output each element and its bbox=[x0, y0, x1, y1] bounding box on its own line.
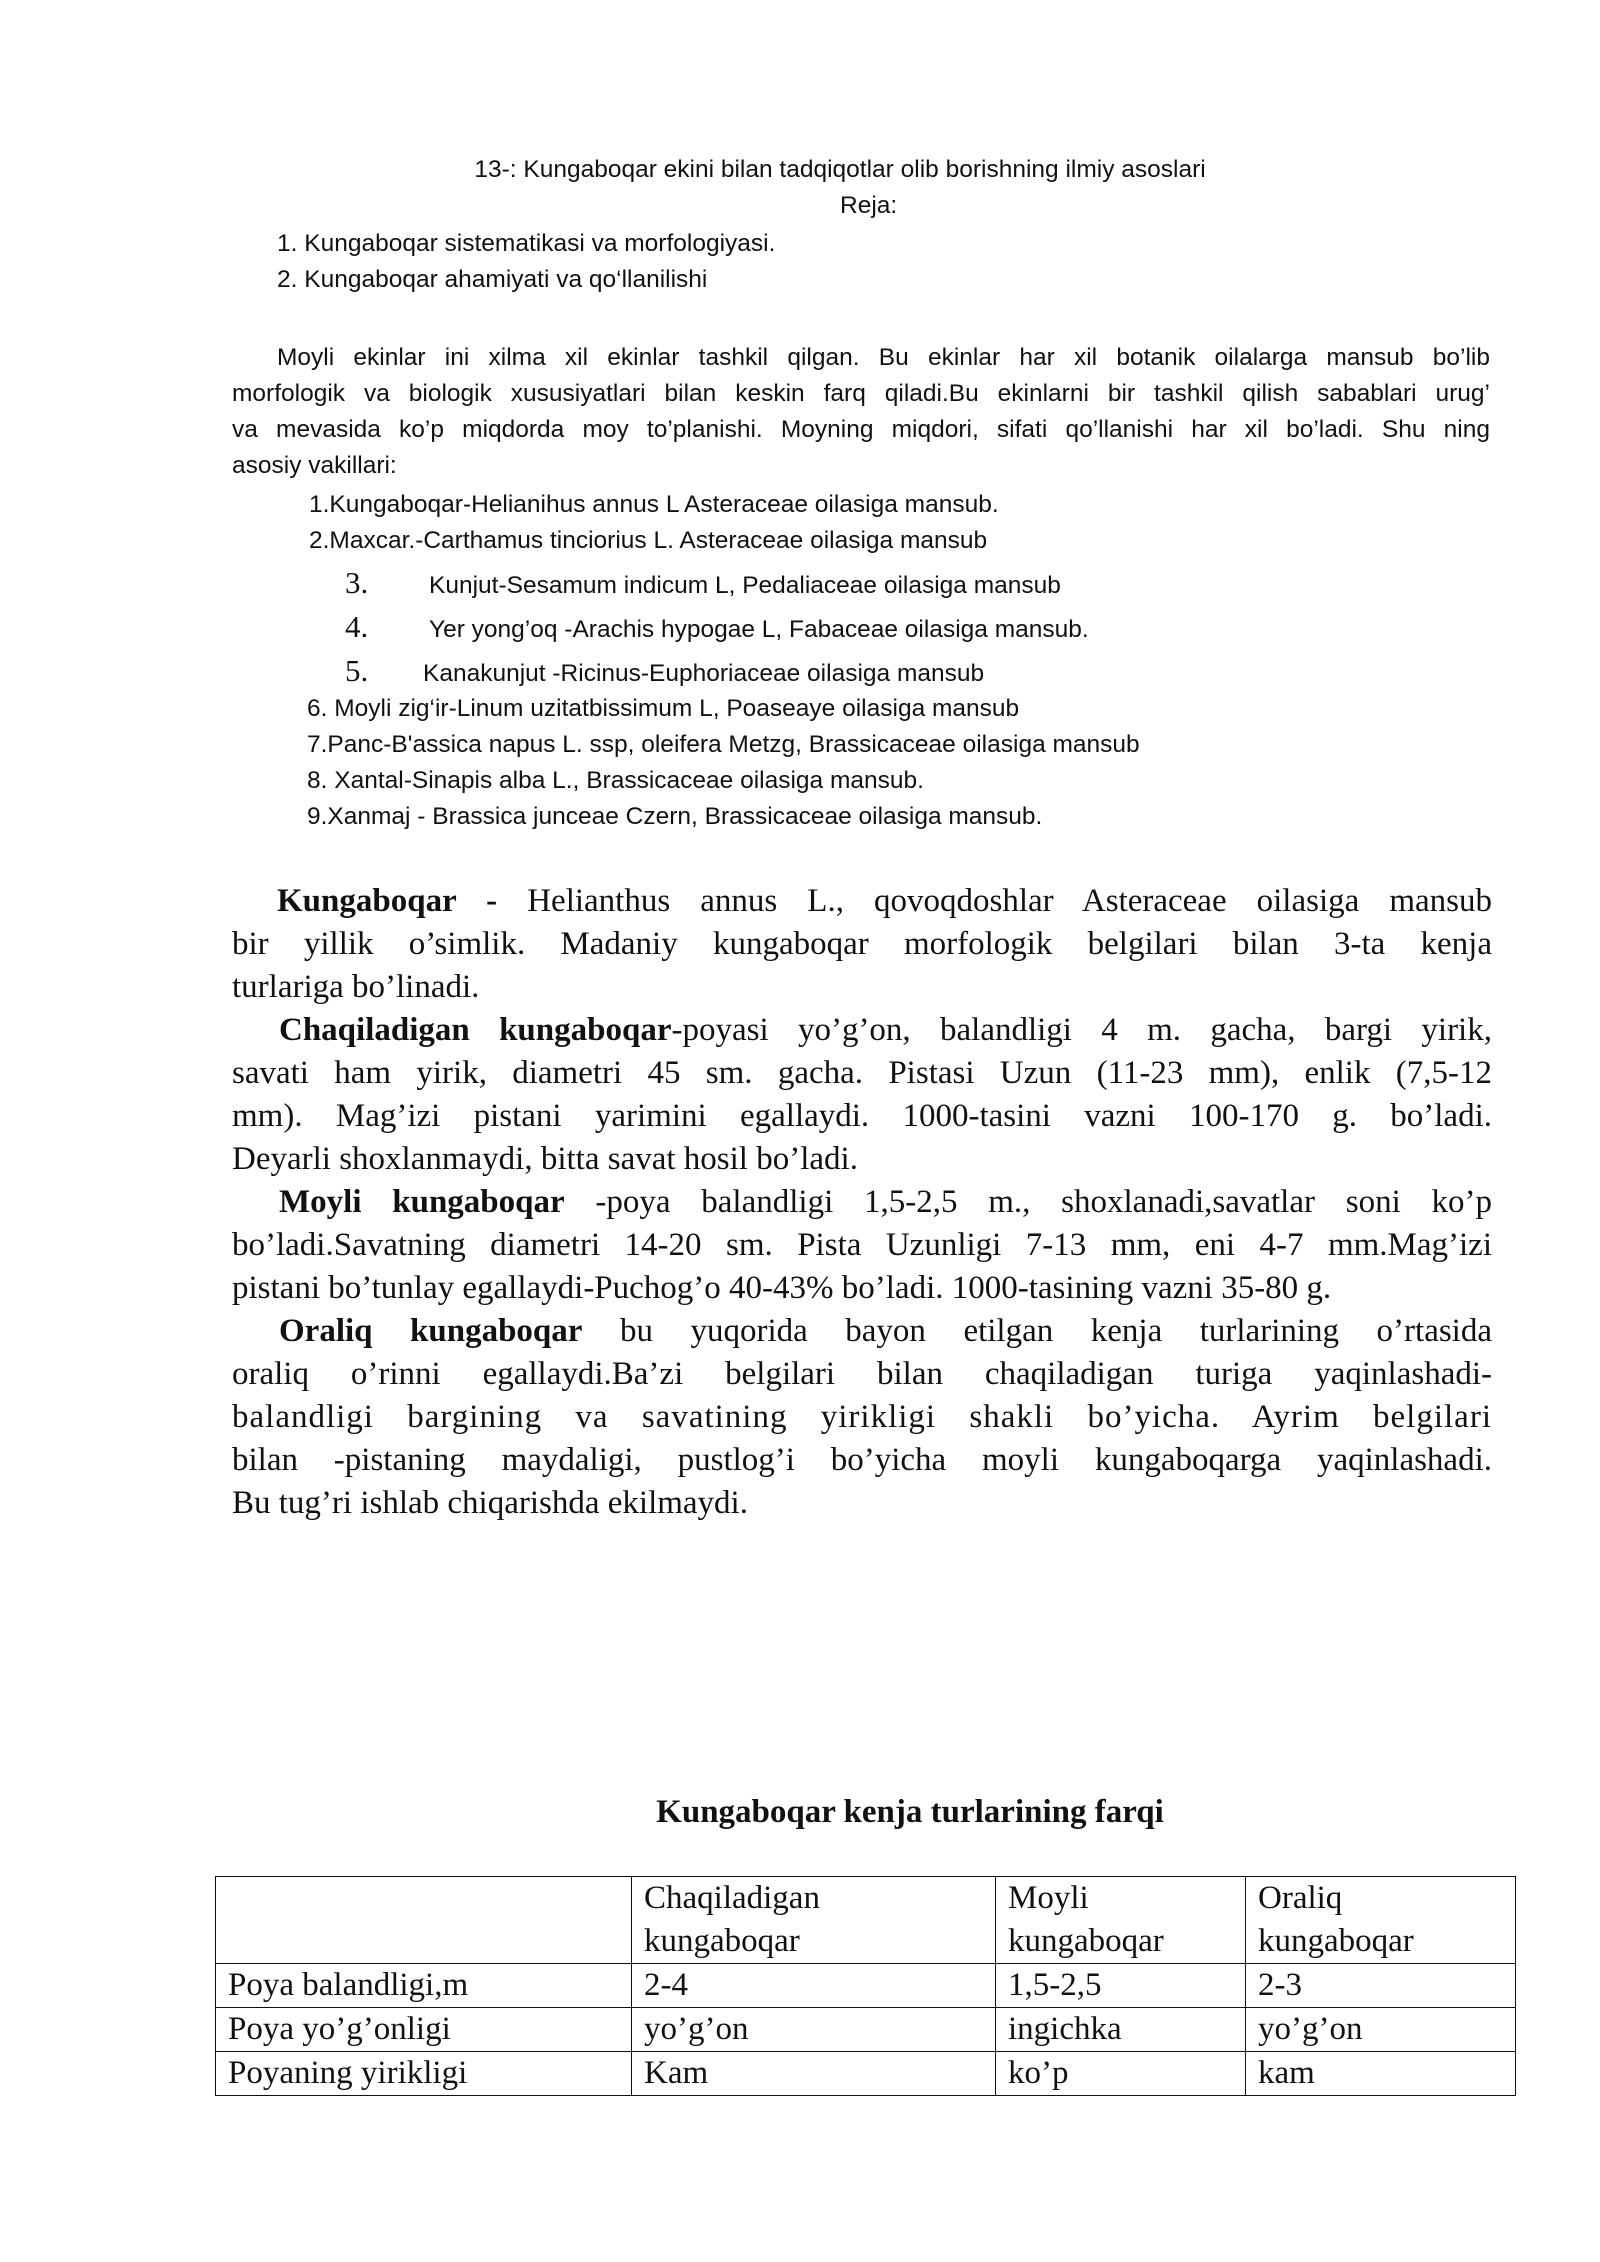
intro-paragraph bbox=[232, 340, 1490, 484]
list-item-number: 3. bbox=[345, 565, 369, 600]
table-cell: Kam bbox=[632, 2052, 996, 2096]
plan-item: 2. Kungaboqar ahamiyati va qo‘llanilishi bbox=[277, 266, 708, 293]
table-cell: ingichka bbox=[996, 2008, 1246, 2052]
list-item-text: 8. Xantal-Sinapis alba L., Brassicaceae oilasiga mansub. bbox=[307, 767, 924, 794]
table-row bbox=[216, 2008, 1516, 2052]
table-header-cell: Chaqiladigan kungaboqar bbox=[632, 1877, 996, 1964]
list-item bbox=[307, 691, 1019, 727]
paragraph-line: pistani bo’tunlay egallaydi-Puchog’o 40-43% bo’ladi. 1000-tasining vazni 35-80 g. bbox=[232, 1270, 1332, 1306]
table-cell: Poya balandligi,m bbox=[216, 1964, 632, 2008]
table-header-cell bbox=[216, 1877, 632, 1964]
paragraph-line: turlariga bo’linadi. bbox=[232, 969, 480, 1005]
list-item-text: 2.Maxcar.-Carthamus tinciorius L. Asteraceae oilasiga mansub bbox=[309, 527, 988, 554]
table-row bbox=[216, 2052, 1516, 2096]
list-item bbox=[345, 609, 1089, 648]
list-item-text: Yer yong’oq -Arachis hypogae L, Fabaceae oilasiga mansub. bbox=[429, 616, 1089, 643]
list-item-text: 6. Moyli zig‘ir-Linum uzitatbissimum L, Poaseaye oilasiga mansub bbox=[307, 695, 1020, 722]
list-item-text: 1.Kungaboqar-Helianihus annus L Asteraceae oilasiga mansub. bbox=[309, 491, 999, 518]
list-item bbox=[307, 763, 924, 799]
paragraph-line: bilan -pistaning maydaligi, pustlog’i bo’yicha moyli kungaboqarga yaqinlashadi. bbox=[232, 1442, 1492, 1478]
list-item bbox=[307, 799, 1042, 835]
table-cell: Poyaning yirikligi bbox=[216, 2052, 632, 2096]
paragraph-kungaboqar bbox=[232, 880, 1492, 1009]
paragraph-line: bir yillik o’simlik. Madaniy kungaboqar morfologik belgilari bilan 3-ta kenja bbox=[232, 926, 1492, 962]
paragraph-line: Moyli kungaboqar -poya balandligi 1,5-2,5 m., shoxlanadi,savatlar soni ko’p bbox=[279, 1184, 1492, 1220]
term-heading: Kungaboqar - bbox=[277, 883, 498, 919]
paragraph-oraliq bbox=[232, 1310, 1492, 1525]
table-header-cell: Moyli kungaboqar bbox=[996, 1877, 1246, 1964]
table-cell: 2-4 bbox=[632, 1964, 996, 2008]
list-item-text: Kunjut-Sesamum indicum L, Pedaliaceae oilasiga mansub bbox=[429, 572, 1061, 599]
table-cell: yo’g’on bbox=[1246, 2008, 1516, 2052]
paragraph-line: Kungaboqar - Helianthus annus L., qovoqdoshlar Asteraceae oilasiga mansub bbox=[277, 883, 1492, 919]
list-item bbox=[345, 653, 984, 692]
term-heading: Oraliq kungaboqar bbox=[279, 1313, 583, 1349]
paragraph-line: mm). Mag’izi pistani yarimini egallaydi. 1000-tasini vazni 100-170 g. bo’ladi. bbox=[232, 1098, 1492, 1134]
list-item bbox=[309, 487, 999, 523]
table-cell: 1,5-2,5 bbox=[996, 1964, 1246, 2008]
comparison-table bbox=[215, 1876, 1516, 2096]
list-item-number: 5. bbox=[345, 653, 369, 688]
intro-line: morfologik va biologik xususiyatlari bilan keskin farq qiladi.Bu ekinlarni bir tashkil qilish sabablari urug’ bbox=[232, 380, 1490, 407]
table-cell: Poya yo’g’onligi bbox=[216, 2008, 632, 2052]
table-cell: kam bbox=[1246, 2052, 1516, 2096]
list-item-text: 9.Xanmaj - Brassica junceae Czern, Brassicaceae oilasiga mansub. bbox=[307, 803, 1043, 830]
list-item-text: Kanakunjut -Ricinus-Euphoriaceae oilasiga mansub bbox=[423, 660, 985, 687]
list-item bbox=[345, 565, 1061, 604]
table-row bbox=[216, 1964, 1516, 2008]
document-title: 13-: Kungaboqar ekini bilan tadqiqotlar olib borishning ilmiy asoslari bbox=[474, 156, 1206, 183]
table-header-cell: Oraliq kungaboqar bbox=[1246, 1877, 1516, 1964]
list-item bbox=[309, 523, 987, 559]
paragraph-line: Oraliq kungaboqar bu yuqorida bayon etilgan kenja turlarining o’rtasida bbox=[279, 1313, 1492, 1349]
intro-line: Moyli ekinlar ini xilma xil ekinlar tashkil qilgan. Bu ekinlar har xil botanik oilalarga mansub bo’lib bbox=[277, 344, 1490, 371]
intro-line: asosiy vakillari: bbox=[232, 452, 397, 479]
paragraph-line: bo’ladi.Savatning diametri 14-20 sm. Pista Uzunligi 7-13 mm, eni 4-7 mm.Mag’izi bbox=[232, 1227, 1492, 1263]
table-title: Kungaboqar kenja turlarining farqi bbox=[656, 1794, 1164, 1830]
intro-line: va mevasida ko’p miqdorda moy to’planishi. Moyning miqdori, sifati qo’llanishi har xil bo’ladi. Shu ning bbox=[232, 416, 1490, 443]
term-heading: Chaqiladigan kungaboqar bbox=[279, 1012, 672, 1048]
table-cell: 2-3 bbox=[1246, 1964, 1516, 2008]
paragraph-line: Chaqiladigan kungaboqar-poyasi yo’g’on, balandligi 4 m. gacha, bargi yirik, bbox=[279, 1012, 1492, 1048]
paragraph-moyli bbox=[232, 1181, 1492, 1310]
paragraph-line: oraliq o’rinni egallaydi.Ba’zi belgilari bilan chaqiladigan turiga yaqinlashadi- bbox=[232, 1356, 1492, 1392]
paragraph-chaqiladigan bbox=[232, 1009, 1492, 1181]
list-item-text: 7.Panc-B'assica napus L. ssp, oleifera Metzg, Brassicaceae oilasiga mansub bbox=[307, 731, 1140, 758]
paragraph-line: Deyarli shoxlanmaydi, bitta savat hosil bo’ladi. bbox=[232, 1141, 858, 1177]
table-cell: yo’g’on bbox=[632, 2008, 996, 2052]
paragraph-line: Bu tug’ri ishlab chiqarishda ekilmaydi. bbox=[232, 1485, 748, 1521]
term-heading: Moyli kungaboqar bbox=[279, 1184, 565, 1220]
plan-item: 1. Kungaboqar sistematikasi va morfologiyasi. bbox=[277, 230, 776, 257]
list-item-number: 4. bbox=[345, 609, 369, 644]
table-header-row bbox=[216, 1877, 1516, 1964]
plan-label: Reja: bbox=[840, 192, 898, 219]
paragraph-line: savati ham yirik, diametri 45 sm. gacha. Pistasi Uzun (11-23 mm), enlik (7,5-12 bbox=[232, 1055, 1492, 1091]
paragraph-line: balandligi bargining va savatining yirikligi shakli bo’yicha. Ayrim belgilari bbox=[232, 1399, 1492, 1435]
table-cell: ko’p bbox=[996, 2052, 1246, 2096]
list-item bbox=[307, 727, 1140, 763]
